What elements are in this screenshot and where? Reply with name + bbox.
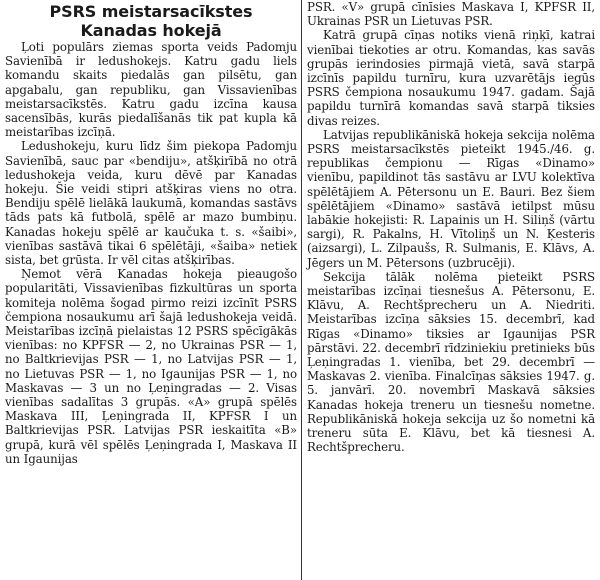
paragraph-intro: Ļoti populārs ziemas sporta veids Padomju Savienībā ir ledushokejs. Katru gadu liels komandu skaits piedalās gan pilsētu, gan apgabalu, gan republiku, gan Vissavienības meistarsacīkstēs. Katru gadu izcīna kausa sacensībās, kurās piedalīšanās tik pat kupla kā meistarības izcīņā. — [5, 40, 297, 140]
paragraph-championship: Ņemot vērā Kanadas hokeja pieaugošo popularitāti, Vissavienības fizkultūras un sporta komiteja nolēma šogad pirmo reizi izcīnīt PSRS čempiona nosaukumu arī šajā ledushokeja veidā. Meistarības izcīņā pielaistas 12 PSRS spēcīgākās vienības: no KPFSR — 2, no Ukrainas PSR — 1, no Baltkrievijas PSR — 1, no Latvijas PSR — 1, no Lietuvas PSR — 1, no Igaunijas PSR — 1, no Maskavas — 3 un no Ļeņingradas — 2. Visas vienības sadalītas 3 grupās. «A» grupā spēlēs Maskava III, Ļeņingrada II, KPFSR I un Baltkrievijas PSR. Latvijas PSR ieskaitīta «B» grupā, kurā vēl spēlēs Ļeņingrada I, Maskava II un Igaunijas — [5, 267, 297, 466]
right-column — [307, 0, 595, 580]
paragraph-continuation: PSR. «V» grupā cīnīsies Maskava I, KPFSR II, Ukrainas PSR un Lietuvas PSR. — [307, 0, 595, 29]
paragraph-groups: Katrā grupā cīņas notiks vienā riņķī, katrai vienībai tiekoties ar otru. Komandas, kas savās grupās ierindosies pirmajā vietā, savā starpā izcīnīs papildu turnīru, kura uzvarētājs iegūs PSRS čempiona nosaukumu 1947. gadam. Šajā papildu turnīrā komandas savā starpā tiksies divas reizes. — [307, 28, 595, 128]
headline-line-1: PSRS meistarsacīkstes — [49, 2, 253, 21]
column-divider — [301, 0, 302, 580]
paragraph-referees: Sekcija tālāk nolēma pieteikt PSRS meistarības izcīņai tiesnešus A. Pētersonu, E. Klāvu, A. Rechtšprecheru un A. Niedriti. Meistarības izcīņa sāksies 15. decembrī, kad Rīgas «Dinamo» tiksies ar Igaunijas PSR pārstāvi. 22. decembrī rīdziniekiu pretinieks būs Ļeņingradas 1. vienība, bet 29. decembrī — Maskavas 2. vienība. Finalcīņas sāksies 1947. g. 5. janvārī. 20. novembrī Maskavā sāksies Kanadas hokeja treneru un tiesnešu nometne. Republikāniskā hokeja sekcija uz šo nometni kā treneru sūta E. Klāvu, bet kā tiesnesi A. Rechtšprecheru. — [307, 269, 595, 455]
left-column — [5, 0, 297, 580]
article-headline — [5, 0, 297, 40]
paragraph-bendy: Ledushokeju, kuru līdz šim piekopa Padomju Savienībā, sauc par «bendiju», atšķirībā no otrā ledushokeja veida, kuru dēvē par Kanadas hokeju. Šie veidi stipri atšķiras viens no otra. Bendiju spēlē lielākā laukumā, komandas sastāvs tāds pats kā futbolā, spēlē ar mazo bumbiņu. Kanadas hokeju spēlē ar kaučuka t. s. «šaibi», vienības sastāvā tikai 6 spēlētāji, «šaiba» netiek sista, bet grūsta. Ir vēl citas atšķirības. — [5, 139, 297, 268]
paragraph-latvian-section: Latvijas republikāniskā hokeja sekcija nolēma PSRS meistarsacīkstēs pieteikt 1945./46. g. republikas čempionu — Rīgas «Dinamo» vienību, papildinot tās sastāvu ar LVU kolektīva spēlētājiem A. Pētersonu un E. Bauri. Bez šiem spēlētājiem «Dinamo» sastāvā ietilpst mūsu labākie hokejisti: R. Lapainis un H. Siliņš (vārtu sargi), R. Pakalns, H. Vītoliņš un N. Ķesteris (aizsargi), L. Zilpaušs, R. Sulmanis, E. Klāvs, A. Jēgers un M. Pētersons (uzbrucēji). — [307, 127, 595, 270]
headline-line-2: Kanadas hokejā — [80, 21, 222, 40]
